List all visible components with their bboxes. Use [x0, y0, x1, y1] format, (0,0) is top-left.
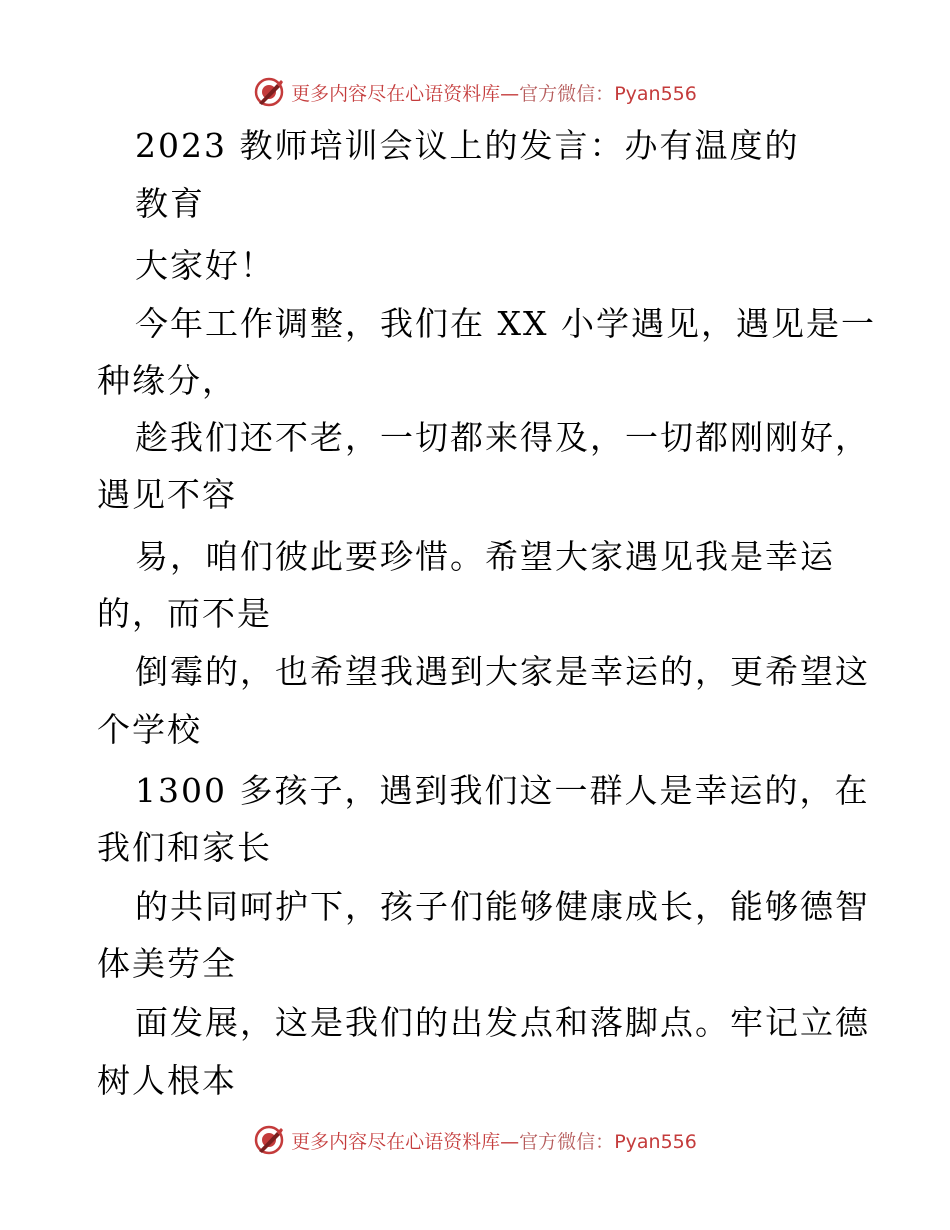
- paragraph-line: 遇见不容: [97, 475, 237, 514]
- paragraph-line: 1300 多孩子，遇到我们这一群人是幸运的，在: [135, 771, 870, 810]
- watermark-text: [291, 1127, 697, 1154]
- pen-logo-icon: [253, 76, 285, 108]
- watermark-wechat-label: 官方微信：: [519, 82, 615, 105]
- paragraph-line: 个学校: [97, 710, 202, 749]
- paragraph-line: 面发展，这是我们的出发点和落脚点。牢记立德: [135, 1003, 870, 1042]
- paragraph-line: 体美劳全: [97, 944, 237, 983]
- watermark-site-text: 更多内容尽在心语资料库: [291, 1130, 501, 1153]
- watermark-wechat-id: Pyan556: [614, 82, 697, 105]
- watermark-text: [291, 79, 697, 106]
- paragraph-line: 趁我们还不老，一切都来得及，一切都刚刚好，: [135, 418, 870, 457]
- paragraph-line: 的，而不是: [97, 594, 272, 633]
- watermark-separator: —: [500, 82, 520, 105]
- paragraph-line: 的共同呵护下，孩子们能够健康成长，能够德智: [135, 887, 870, 926]
- paragraph-line: 今年工作调整，我们在 XX 小学遇见，遇见是一: [135, 304, 876, 343]
- paragraph-line: 倒霉的，也希望我遇到大家是幸运的，更希望这: [135, 652, 870, 691]
- pen-logo-icon: [253, 1124, 285, 1156]
- title-line-1: 2023 教师培训会议上的发言：办有温度的: [135, 126, 800, 165]
- watermark-wechat-label: 官方微信：: [519, 1130, 615, 1153]
- watermark-site-text: 更多内容尽在心语资料库: [291, 82, 501, 105]
- paragraph-line: 树人根本: [97, 1061, 237, 1100]
- paragraph-line: 种缘分，: [97, 361, 237, 400]
- paragraph-line: 易，咱们彼此要珍惜。希望大家遇见我是幸运: [135, 537, 835, 576]
- greeting-line: 大家好！: [135, 246, 275, 285]
- footer-watermark: [0, 1120, 950, 1160]
- watermark-wechat-id: Pyan556: [614, 1130, 697, 1153]
- title-line-2: 教育: [135, 184, 205, 223]
- paragraph-line: 我们和家长: [97, 828, 272, 867]
- watermark-separator: —: [500, 1130, 520, 1153]
- header-watermark: [0, 72, 950, 112]
